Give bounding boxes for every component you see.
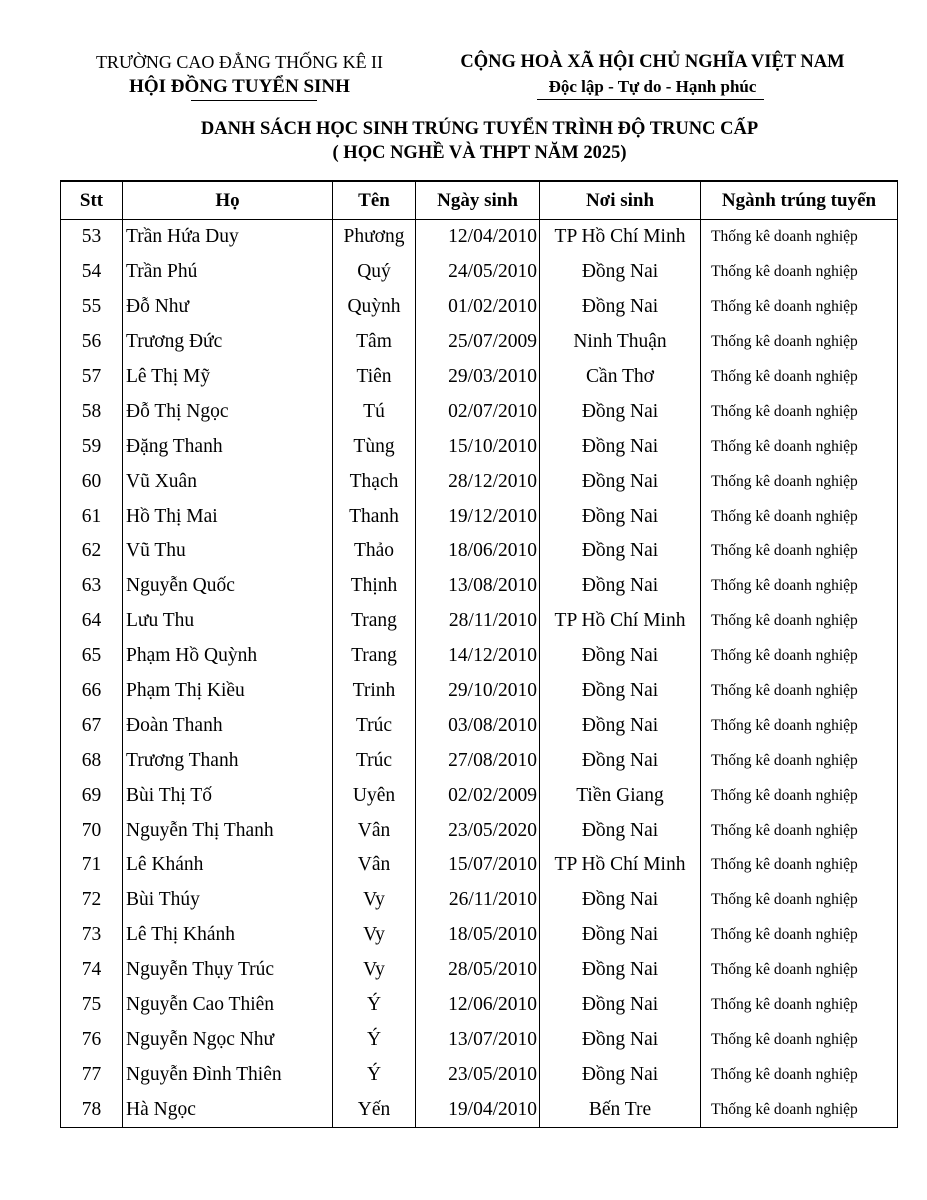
cell-stt: 61 bbox=[61, 499, 123, 534]
cell-nganh: Thống kê doanh nghiệp bbox=[701, 464, 898, 499]
table-row bbox=[61, 674, 898, 709]
cell-ho: Nguyễn Quốc bbox=[123, 569, 333, 604]
cell-stt: 57 bbox=[61, 360, 123, 395]
table-body bbox=[61, 220, 898, 1128]
table-row bbox=[61, 325, 898, 360]
cell-ten: Quý bbox=[333, 255, 416, 290]
cell-ho: Nguyễn Thụy Trúc bbox=[123, 953, 333, 988]
title-line-1: DANH SÁCH HỌC SINH TRÚNG TUYỂN TRÌNH ĐỘ TRUNC CẤP bbox=[200, 119, 759, 139]
cell-ten: Tiên bbox=[333, 360, 416, 395]
cell-ngay-sinh: 01/02/2010 bbox=[416, 290, 540, 325]
cell-ten: Trang bbox=[333, 639, 416, 674]
cell-nganh: Thống kê doanh nghiệp bbox=[701, 953, 898, 988]
cell-ho: Trần Phú bbox=[123, 255, 333, 290]
cell-ten: Thạch bbox=[333, 464, 416, 499]
cell-ngay-sinh: 19/12/2010 bbox=[416, 499, 540, 534]
cell-nganh: Thống kê doanh nghiệp bbox=[701, 220, 898, 255]
cell-ten: Trang bbox=[333, 604, 416, 639]
cell-noi-sinh: Đồng Nai bbox=[540, 569, 701, 604]
cell-ten: Thịnh bbox=[333, 569, 416, 604]
cell-noi-sinh: Đồng Nai bbox=[540, 953, 701, 988]
cell-ho: Nguyễn Đình Thiên bbox=[123, 1057, 333, 1092]
col-header-ho: Họ bbox=[123, 181, 333, 220]
cell-ten: Tú bbox=[333, 394, 416, 429]
cell-ten: Vân bbox=[333, 813, 416, 848]
cell-ten: Ý bbox=[333, 988, 416, 1023]
cell-ngay-sinh: 13/07/2010 bbox=[416, 1022, 540, 1057]
cell-stt: 70 bbox=[61, 813, 123, 848]
cell-stt: 65 bbox=[61, 639, 123, 674]
cell-nganh: Thống kê doanh nghiệp bbox=[701, 883, 898, 918]
cell-stt: 73 bbox=[61, 918, 123, 953]
cell-ngay-sinh: 19/04/2010 bbox=[416, 1092, 540, 1127]
cell-ten: Trúc bbox=[333, 743, 416, 778]
cell-ho: Trương Thanh bbox=[123, 743, 333, 778]
motto-underline bbox=[537, 99, 764, 100]
title-line-2: ( HỌC NGHỀ VÀ THPT NĂM 2025) bbox=[332, 143, 627, 163]
cell-nganh: Thống kê doanh nghiệp bbox=[701, 918, 898, 953]
cell-ho: Phạm Thị Kiều bbox=[123, 674, 333, 709]
table-row bbox=[61, 534, 898, 569]
cell-ho: Nguyễn Thị Thanh bbox=[123, 813, 333, 848]
cell-ho: Nguyễn Ngọc Như bbox=[123, 1022, 333, 1057]
cell-ngay-sinh: 23/05/2020 bbox=[416, 813, 540, 848]
cell-stt: 63 bbox=[61, 569, 123, 604]
council-name: HỘI ĐỒNG TUYỂN SINH bbox=[129, 76, 350, 97]
cell-ho: Lê Khánh bbox=[123, 848, 333, 883]
cell-noi-sinh: Đồng Nai bbox=[540, 708, 701, 743]
cell-stt: 75 bbox=[61, 988, 123, 1023]
cell-ten: Uyên bbox=[333, 778, 416, 813]
cell-ho: Đỗ Như bbox=[123, 290, 333, 325]
table-row bbox=[61, 743, 898, 778]
table-row bbox=[61, 429, 898, 464]
cell-noi-sinh: Tiền Giang bbox=[540, 778, 701, 813]
cell-noi-sinh: Đồng Nai bbox=[540, 988, 701, 1023]
cell-stt: 58 bbox=[61, 394, 123, 429]
cell-ngay-sinh: 02/02/2009 bbox=[416, 778, 540, 813]
table-row bbox=[61, 848, 898, 883]
cell-ten: Vy bbox=[333, 953, 416, 988]
cell-ho: Đoàn Thanh bbox=[123, 708, 333, 743]
cell-ten: Thanh bbox=[333, 499, 416, 534]
table-row bbox=[61, 778, 898, 813]
cell-ten: Ý bbox=[333, 1057, 416, 1092]
cell-stt: 64 bbox=[61, 604, 123, 639]
cell-ngay-sinh: 03/08/2010 bbox=[416, 708, 540, 743]
cell-nganh: Thống kê doanh nghiệp bbox=[701, 290, 898, 325]
nation-name: CỘNG HOÀ XÃ HỘI CHỦ NGHĨA VIỆT NAM bbox=[460, 52, 845, 72]
cell-noi-sinh: Đồng Nai bbox=[540, 290, 701, 325]
cell-stt: 76 bbox=[61, 1022, 123, 1057]
col-header-nganh: Ngành trúng tuyển bbox=[701, 181, 898, 220]
cell-ho: Vũ Xuân bbox=[123, 464, 333, 499]
cell-ho: Đặng Thanh bbox=[123, 429, 333, 464]
cell-nganh: Thống kê doanh nghiệp bbox=[701, 988, 898, 1023]
table-row bbox=[61, 639, 898, 674]
cell-noi-sinh: Cần Thơ bbox=[540, 360, 701, 395]
cell-ngay-sinh: 28/12/2010 bbox=[416, 464, 540, 499]
table-row bbox=[61, 499, 898, 534]
cell-nganh: Thống kê doanh nghiệp bbox=[701, 325, 898, 360]
cell-noi-sinh: Đồng Nai bbox=[540, 534, 701, 569]
col-header-ngay-sinh: Ngày sinh bbox=[416, 181, 540, 220]
cell-ho: Lê Thị Khánh bbox=[123, 918, 333, 953]
cell-ten: Trinh bbox=[333, 674, 416, 709]
cell-ten: Trúc bbox=[333, 708, 416, 743]
cell-ho: Nguyễn Cao Thiên bbox=[123, 988, 333, 1023]
cell-stt: 62 bbox=[61, 534, 123, 569]
cell-nganh: Thống kê doanh nghiệp bbox=[701, 499, 898, 534]
cell-noi-sinh: Đồng Nai bbox=[540, 883, 701, 918]
cell-noi-sinh: Đồng Nai bbox=[540, 394, 701, 429]
cell-stt: 55 bbox=[61, 290, 123, 325]
cell-noi-sinh: TP Hồ Chí Minh bbox=[540, 604, 701, 639]
table-row bbox=[61, 394, 898, 429]
cell-nganh: Thống kê doanh nghiệp bbox=[701, 848, 898, 883]
cell-nganh: Thống kê doanh nghiệp bbox=[701, 813, 898, 848]
cell-ngay-sinh: 29/10/2010 bbox=[416, 674, 540, 709]
cell-nganh: Thống kê doanh nghiệp bbox=[701, 604, 898, 639]
cell-noi-sinh: Đồng Nai bbox=[540, 674, 701, 709]
cell-noi-sinh: Đồng Nai bbox=[540, 1057, 701, 1092]
cell-ngay-sinh: 02/07/2010 bbox=[416, 394, 540, 429]
cell-noi-sinh: Đồng Nai bbox=[540, 813, 701, 848]
cell-ho: Bùi Thị Tố bbox=[123, 778, 333, 813]
cell-nganh: Thống kê doanh nghiệp bbox=[701, 1092, 898, 1127]
cell-nganh: Thống kê doanh nghiệp bbox=[701, 360, 898, 395]
cell-ngay-sinh: 15/10/2010 bbox=[416, 429, 540, 464]
cell-nganh: Thống kê doanh nghiệp bbox=[701, 429, 898, 464]
cell-noi-sinh: Đồng Nai bbox=[540, 743, 701, 778]
cell-ho: Phạm Hồ Quỳnh bbox=[123, 639, 333, 674]
cell-ho: Hà Ngọc bbox=[123, 1092, 333, 1127]
cell-stt: 66 bbox=[61, 674, 123, 709]
cell-noi-sinh: Đồng Nai bbox=[540, 499, 701, 534]
cell-ngay-sinh: 14/12/2010 bbox=[416, 639, 540, 674]
cell-ten: Quỳnh bbox=[333, 290, 416, 325]
cell-stt: 74 bbox=[61, 953, 123, 988]
cell-stt: 68 bbox=[61, 743, 123, 778]
cell-ho: Lê Thị Mỹ bbox=[123, 360, 333, 395]
table-row bbox=[61, 1022, 898, 1057]
cell-stt: 77 bbox=[61, 1057, 123, 1092]
cell-nganh: Thống kê doanh nghiệp bbox=[701, 778, 898, 813]
cell-ten: Vy bbox=[333, 918, 416, 953]
cell-nganh: Thống kê doanh nghiệp bbox=[701, 639, 898, 674]
cell-noi-sinh: Đồng Nai bbox=[540, 429, 701, 464]
cell-noi-sinh: Đồng Nai bbox=[540, 918, 701, 953]
table-row bbox=[61, 953, 898, 988]
table-row bbox=[61, 360, 898, 395]
cell-noi-sinh: TP Hồ Chí Minh bbox=[540, 848, 701, 883]
cell-stt: 54 bbox=[61, 255, 123, 290]
cell-ngay-sinh: 23/05/2010 bbox=[416, 1057, 540, 1092]
cell-ngay-sinh: 26/11/2010 bbox=[416, 883, 540, 918]
cell-ten: Thảo bbox=[333, 534, 416, 569]
school-header bbox=[62, 50, 417, 100]
cell-ho: Vũ Thu bbox=[123, 534, 333, 569]
cell-ten: Phương bbox=[333, 220, 416, 255]
cell-stt: 53 bbox=[61, 220, 123, 255]
cell-ten: Tùng bbox=[333, 429, 416, 464]
school-name: TRƯỜNG CAO ĐẲNG THỐNG KÊ II bbox=[95, 52, 384, 72]
cell-ngay-sinh: 15/07/2010 bbox=[416, 848, 540, 883]
nation-header bbox=[430, 50, 875, 100]
table-row bbox=[61, 255, 898, 290]
cell-nganh: Thống kê doanh nghiệp bbox=[701, 674, 898, 709]
national-motto: Độc lập - Tự do - Hạnh phúc bbox=[548, 77, 757, 96]
cell-ngay-sinh: 18/06/2010 bbox=[416, 534, 540, 569]
cell-ho: Lưu Thu bbox=[123, 604, 333, 639]
col-header-stt: Stt bbox=[61, 181, 123, 220]
cell-ho: Hồ Thị Mai bbox=[123, 499, 333, 534]
table-row bbox=[61, 1092, 898, 1127]
cell-ngay-sinh: 12/04/2010 bbox=[416, 220, 540, 255]
document-title bbox=[62, 117, 897, 165]
cell-ho: Bùi Thúy bbox=[123, 883, 333, 918]
cell-stt: 72 bbox=[61, 883, 123, 918]
cell-ngay-sinh: 29/03/2010 bbox=[416, 360, 540, 395]
cell-ho: Trương Đức bbox=[123, 325, 333, 360]
cell-ngay-sinh: 27/08/2010 bbox=[416, 743, 540, 778]
table-row bbox=[61, 918, 898, 953]
cell-noi-sinh: Đồng Nai bbox=[540, 464, 701, 499]
cell-ngay-sinh: 12/06/2010 bbox=[416, 988, 540, 1023]
cell-ten: Yến bbox=[333, 1092, 416, 1127]
table-row bbox=[61, 988, 898, 1023]
cell-ngay-sinh: 28/11/2010 bbox=[416, 604, 540, 639]
table-row bbox=[61, 569, 898, 604]
cell-ngay-sinh: 28/05/2010 bbox=[416, 953, 540, 988]
admission-table bbox=[60, 180, 898, 1128]
cell-stt: 67 bbox=[61, 708, 123, 743]
cell-noi-sinh: Bến Tre bbox=[540, 1092, 701, 1127]
cell-nganh: Thống kê doanh nghiệp bbox=[701, 569, 898, 604]
cell-noi-sinh: Đồng Nai bbox=[540, 255, 701, 290]
cell-ngay-sinh: 24/05/2010 bbox=[416, 255, 540, 290]
cell-ngay-sinh: 13/08/2010 bbox=[416, 569, 540, 604]
cell-nganh: Thống kê doanh nghiệp bbox=[701, 708, 898, 743]
cell-stt: 59 bbox=[61, 429, 123, 464]
col-header-noi-sinh: Nơi sinh bbox=[540, 181, 701, 220]
cell-ten: Vân bbox=[333, 848, 416, 883]
table-row bbox=[61, 464, 898, 499]
cell-stt: 56 bbox=[61, 325, 123, 360]
cell-ho: Trần Hứa Duy bbox=[123, 220, 333, 255]
cell-stt: 69 bbox=[61, 778, 123, 813]
cell-ten: Tâm bbox=[333, 325, 416, 360]
cell-noi-sinh: TP Hồ Chí Minh bbox=[540, 220, 701, 255]
cell-noi-sinh: Đồng Nai bbox=[540, 639, 701, 674]
cell-ho: Đỗ Thị Ngọc bbox=[123, 394, 333, 429]
cell-ngay-sinh: 18/05/2010 bbox=[416, 918, 540, 953]
council-underline bbox=[191, 100, 317, 101]
cell-noi-sinh: Đồng Nai bbox=[540, 1022, 701, 1057]
table-row bbox=[61, 604, 898, 639]
cell-nganh: Thống kê doanh nghiệp bbox=[701, 1022, 898, 1057]
cell-nganh: Thống kê doanh nghiệp bbox=[701, 743, 898, 778]
cell-nganh: Thống kê doanh nghiệp bbox=[701, 1057, 898, 1092]
cell-nganh: Thống kê doanh nghiệp bbox=[701, 394, 898, 429]
cell-stt: 71 bbox=[61, 848, 123, 883]
table-row bbox=[61, 883, 898, 918]
table-row bbox=[61, 1057, 898, 1092]
cell-nganh: Thống kê doanh nghiệp bbox=[701, 255, 898, 290]
table-header-row bbox=[61, 181, 898, 220]
table-row bbox=[61, 290, 898, 325]
cell-ten: Vy bbox=[333, 883, 416, 918]
table-row bbox=[61, 220, 898, 255]
cell-stt: 78 bbox=[61, 1092, 123, 1127]
cell-noi-sinh: Ninh Thuận bbox=[540, 325, 701, 360]
cell-ten: Ý bbox=[333, 1022, 416, 1057]
cell-ngay-sinh: 25/07/2009 bbox=[416, 325, 540, 360]
col-header-ten: Tên bbox=[333, 181, 416, 220]
table-row bbox=[61, 708, 898, 743]
cell-stt: 60 bbox=[61, 464, 123, 499]
table-row bbox=[61, 813, 898, 848]
cell-nganh: Thống kê doanh nghiệp bbox=[701, 534, 898, 569]
